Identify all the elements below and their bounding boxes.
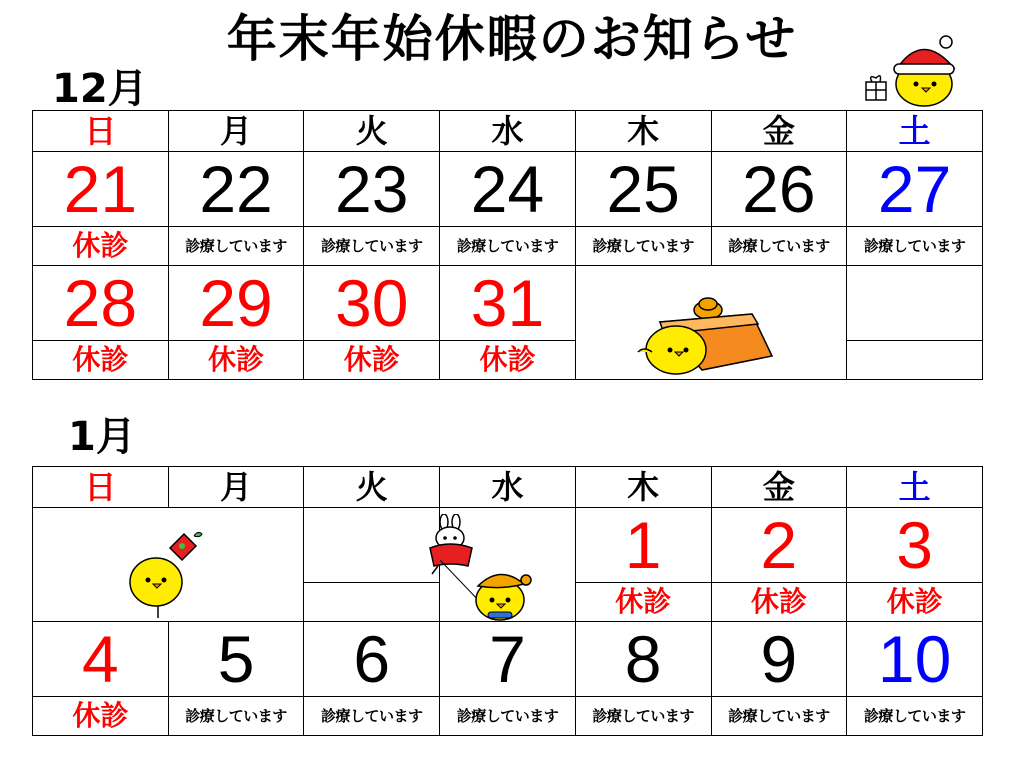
weekday-header: 月 bbox=[168, 111, 304, 152]
calendar-december bbox=[32, 110, 983, 380]
weekday-header: 日 bbox=[33, 467, 169, 508]
day-number: 3 bbox=[847, 508, 983, 583]
status-open: 診療しています bbox=[168, 697, 304, 736]
day-number: 23 bbox=[304, 152, 440, 227]
status-closed: 休診 bbox=[33, 341, 169, 380]
status-closed: 休診 bbox=[304, 341, 440, 380]
month-label-december: 12月 bbox=[52, 66, 148, 112]
day-number: 10 bbox=[847, 622, 983, 697]
status-open: 診療しています bbox=[575, 227, 711, 266]
status-open: 診療しています bbox=[168, 227, 304, 266]
page-title: 年末年始休暇のお知らせ bbox=[226, 10, 798, 68]
status-closed: 休診 bbox=[33, 697, 169, 736]
chick-hat-icon bbox=[440, 560, 536, 626]
weekday-header: 金 bbox=[711, 111, 847, 152]
status-closed: 休診 bbox=[711, 583, 847, 622]
day-number: 27 bbox=[847, 152, 983, 227]
day-number: 26 bbox=[711, 152, 847, 227]
day-number: 22 bbox=[168, 152, 304, 227]
day-number: 6 bbox=[304, 622, 440, 697]
status-open: 診療しています bbox=[304, 697, 440, 736]
empty-cell bbox=[847, 341, 983, 380]
weekday-header: 日 bbox=[33, 111, 169, 152]
month-label-january: 1月 bbox=[68, 414, 136, 460]
weekday-header: 土 bbox=[847, 467, 983, 508]
day-number: 24 bbox=[440, 152, 576, 227]
day-number: 7 bbox=[440, 622, 576, 697]
status-open: 診療しています bbox=[847, 227, 983, 266]
status-closed: 休診 bbox=[575, 583, 711, 622]
weekday-header: 火 bbox=[304, 111, 440, 152]
status-open: 診療しています bbox=[711, 227, 847, 266]
status-open: 診療しています bbox=[847, 697, 983, 736]
weekday-header: 木 bbox=[575, 111, 711, 152]
day-number: 28 bbox=[33, 266, 169, 341]
day-number: 25 bbox=[575, 152, 711, 227]
day-number: 2 bbox=[711, 508, 847, 583]
day-number: 8 bbox=[575, 622, 711, 697]
day-number: 31 bbox=[440, 266, 576, 341]
day-number: 1 bbox=[575, 508, 711, 583]
day-number: 21 bbox=[33, 152, 169, 227]
day-number: 9 bbox=[711, 622, 847, 697]
weekday-header: 木 bbox=[575, 467, 711, 508]
status-closed: 休診 bbox=[33, 227, 169, 266]
weekday-header: 金 bbox=[711, 467, 847, 508]
weekday-header: 月 bbox=[168, 467, 304, 508]
empty-cell bbox=[304, 508, 440, 583]
day-number: 30 bbox=[304, 266, 440, 341]
chick-kotatsu-icon bbox=[630, 292, 780, 382]
empty-cell bbox=[304, 583, 440, 622]
status-open: 診療しています bbox=[575, 697, 711, 736]
status-open: 診療しています bbox=[440, 227, 576, 266]
status-open: 診療しています bbox=[711, 697, 847, 736]
day-number: 29 bbox=[168, 266, 304, 341]
status-closed: 休診 bbox=[440, 341, 576, 380]
day-number: 4 bbox=[33, 622, 169, 697]
chick-kite-icon bbox=[126, 530, 206, 622]
status-closed: 休診 bbox=[847, 583, 983, 622]
status-open: 診療しています bbox=[304, 227, 440, 266]
status-closed: 休診 bbox=[168, 341, 304, 380]
weekday-header: 水 bbox=[440, 111, 576, 152]
weekday-header: 土 bbox=[847, 111, 983, 152]
weekday-header: 水 bbox=[440, 467, 576, 508]
day-number bbox=[847, 266, 983, 341]
weekday-header: 火 bbox=[304, 467, 440, 508]
day-number: 5 bbox=[168, 622, 304, 697]
status-open: 診療しています bbox=[440, 697, 576, 736]
chick-santa-icon bbox=[862, 30, 962, 110]
